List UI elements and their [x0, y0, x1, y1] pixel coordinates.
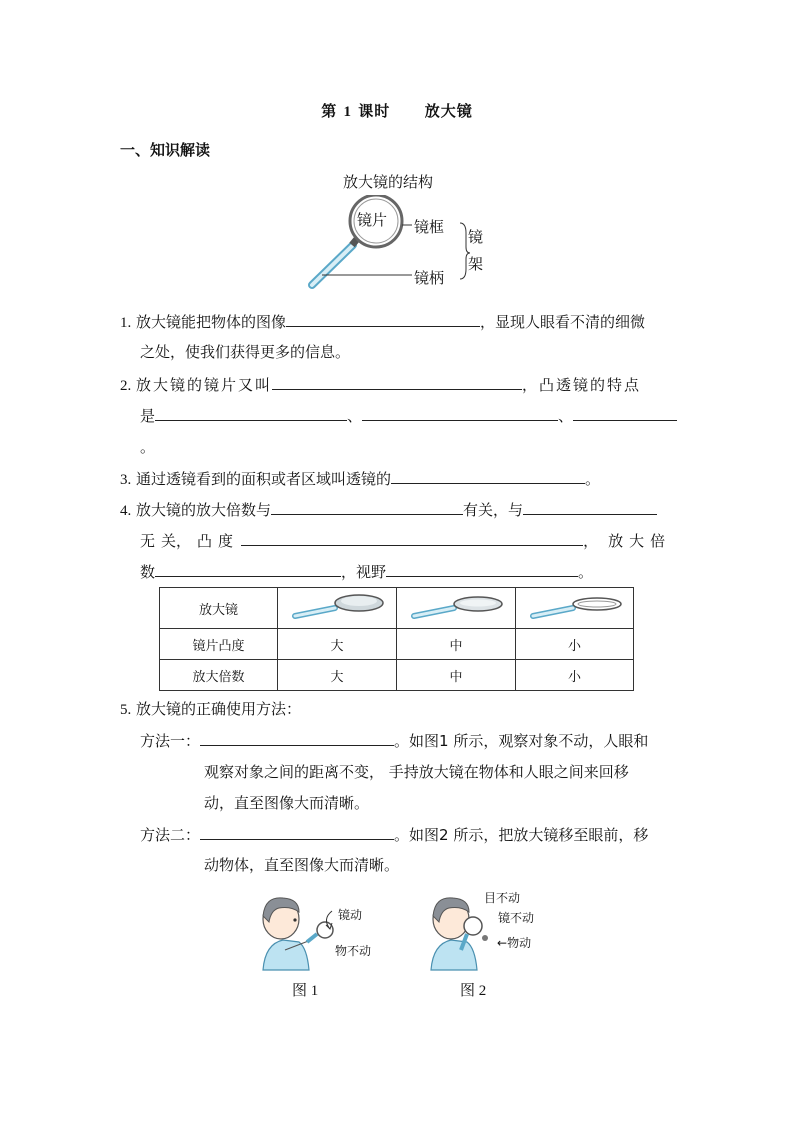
q4-text-a: 放大镜的放大倍数与 — [136, 501, 272, 519]
q4-line-3 — [140, 560, 593, 582]
q2-blank-2[interactable] — [155, 404, 347, 421]
method-1-label: 方法一： — [140, 732, 201, 750]
label-lens: 镜片 — [357, 211, 388, 229]
method-2-text-a: 。如图2 所示，把放大镜移至眼前，移 — [394, 826, 649, 844]
q4-blank-5[interactable] — [386, 560, 578, 577]
q2-sep-1: 、 — [347, 407, 363, 425]
q5-number: 5. — [120, 702, 132, 718]
q2-text-b: ，凸透镜的特点 — [522, 376, 642, 394]
figure-2-label-object-moves-text: 物动 — [507, 936, 532, 950]
method-2-blank[interactable] — [200, 823, 394, 840]
diagram-caption: 放大镜的结构 — [343, 173, 434, 191]
table-cell: 中 — [397, 660, 516, 691]
q2-blank-1[interactable] — [272, 373, 522, 390]
q2-text-a: 放大镜的镜片又叫 — [136, 376, 273, 394]
table-row-label: 放大倍数 — [160, 660, 278, 691]
question-3 — [120, 467, 600, 489]
table-row — [160, 660, 634, 691]
q4-c7: 大 — [629, 532, 645, 550]
figure-2-caption: 图 2 — [460, 983, 487, 999]
method-1-blank[interactable] — [200, 729, 394, 746]
question-2 — [120, 373, 641, 395]
table-cell: 小 — [516, 660, 634, 691]
q4-e: ，视野 — [341, 563, 387, 581]
q1-text-a: 放大镜能把物体的图像 — [136, 313, 287, 331]
q4-c1: 无 — [140, 532, 156, 550]
q3-text-b: 。 — [585, 470, 601, 488]
figure-1-label-lens-moves: 镜动 — [338, 908, 363, 922]
table-row — [160, 588, 634, 629]
figure-1-caption: 图 1 — [292, 983, 319, 999]
table-cell: 小 — [516, 629, 634, 660]
table-cell — [516, 588, 634, 629]
method-2-label: 方法二： — [140, 826, 201, 844]
q4-c8: 倍 — [650, 532, 666, 550]
q4-c5: ， — [583, 532, 599, 550]
table-cell: 中 — [397, 629, 516, 660]
q2-text-c: 是 — [140, 407, 156, 425]
table-cell: 大 — [278, 629, 397, 660]
label-holder-1: 镜 — [468, 228, 484, 246]
magnifier-small-icon — [527, 591, 623, 621]
table-cell — [278, 588, 397, 629]
title-prefix: 第 — [321, 102, 338, 120]
page-title — [0, 100, 794, 121]
title-number: 1 — [343, 104, 352, 120]
q5-text-a: 放大镜的正确使用方法： — [136, 700, 302, 718]
title-name: 放大镜 — [424, 102, 473, 120]
q4-blank-3[interactable] — [241, 529, 583, 546]
q1-line-2: 之处，使我们获得更多的信息。 — [140, 343, 351, 361]
q4-f: 。 — [578, 563, 594, 581]
table-cell — [397, 588, 516, 629]
magnifier-large-icon — [289, 591, 385, 621]
q4-c3: 凸 — [197, 532, 213, 550]
figure-2-label-lens-still: 镜不动 — [498, 911, 535, 925]
label-frame: 镜框 — [414, 218, 445, 236]
figure-1-arrows — [320, 905, 340, 945]
title-lesson: 课时 — [358, 102, 391, 120]
q3-number: 3. — [120, 472, 132, 488]
table-row — [160, 629, 634, 660]
method-1-line-2: 观察对象之间的距离不变， 手持放大镜在物体和人眼之间来回移 — [204, 763, 629, 781]
figure-1-label-object-still: 物不动 — [335, 944, 372, 958]
arrow-left-icon: ← — [497, 936, 508, 950]
q2-end: 。 — [140, 438, 156, 456]
method-2-line-1 — [140, 823, 648, 845]
question-1 — [120, 310, 645, 332]
q4-c6: 放 — [608, 532, 624, 550]
figure-2-label-eye-still: 目不动 — [484, 891, 521, 905]
method-1-text-a: 。如图1 所示，观察对象不动，人眼和 — [394, 732, 649, 750]
q4-c4: 度 — [218, 532, 234, 550]
q2-blank-4[interactable] — [573, 404, 677, 421]
q1-number: 1. — [120, 315, 132, 331]
magnifier-table — [159, 587, 634, 691]
question-5 — [120, 698, 301, 720]
q2-sep-2: 、 — [558, 407, 574, 425]
q3-text-a: 通过透镜看到的面积或者区域叫透镜的 — [136, 470, 392, 488]
q4-blank-2[interactable] — [523, 498, 657, 515]
q1-blank[interactable] — [286, 310, 480, 327]
q2-number: 2. — [120, 378, 132, 394]
q2-blank-3[interactable] — [362, 404, 558, 421]
q4-c2: 关， — [161, 532, 192, 550]
table-header-cell: 放大镜 — [160, 588, 278, 629]
label-handle: 镜柄 — [414, 269, 445, 287]
q1-text-b: ，显现人眼看不清的细微 — [480, 313, 646, 331]
q3-blank[interactable] — [391, 467, 585, 484]
method-1-line-1 — [140, 729, 648, 751]
method-1-line-3: 动，直至图像大而清晰。 — [204, 794, 370, 812]
q4-text-b: 有关，与 — [463, 501, 524, 519]
method-2-line-2: 动物体，直至图像大而清晰。 — [204, 856, 400, 874]
figure-2-label-object-moves — [497, 934, 531, 951]
q4-d: 数 — [140, 563, 156, 581]
table-row-label: 镜片凸度 — [160, 629, 278, 660]
label-holder-2: 架 — [468, 255, 484, 273]
q2-line-2 — [140, 404, 677, 426]
magnifier-medium-icon — [408, 591, 504, 621]
q4-number: 4. — [120, 503, 132, 519]
table-cell: 大 — [278, 660, 397, 691]
question-4 — [120, 498, 657, 520]
q4-blank-1[interactable] — [271, 498, 463, 515]
q4-blank-4[interactable] — [155, 560, 341, 577]
section-heading: 一、知识解读 — [120, 141, 211, 159]
q4-line-2 — [140, 529, 665, 551]
